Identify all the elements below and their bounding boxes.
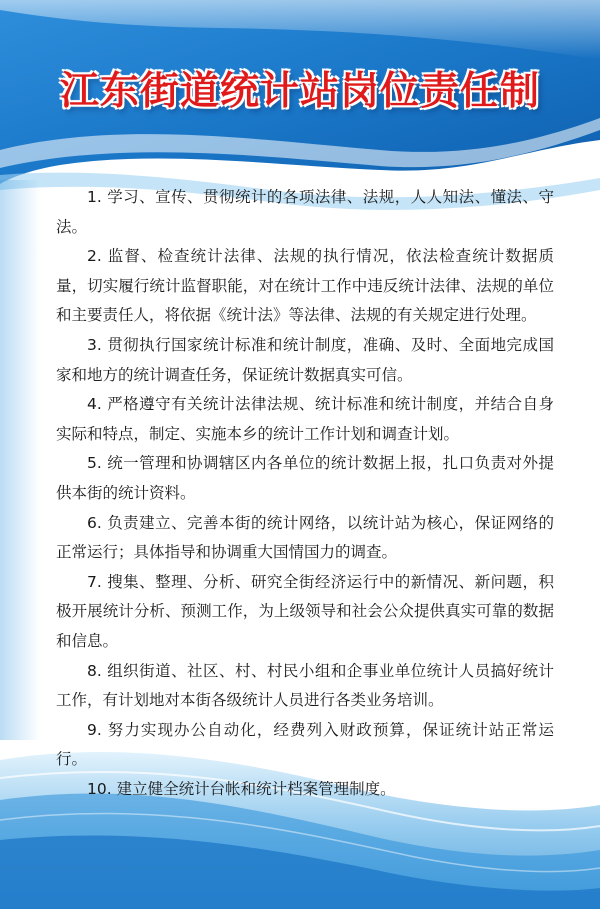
clause-item: 2. 监督、检查统计法律、法规的执行情况，依法检查统计数据质量，切实履行统计监督职能，对在统计工作中违反统计法律、法规的单位和主要责任人，将依据《统计法》等法律、法规的有关规定进行处理。 <box>56 247 554 325</box>
clause-item: 8. 组织街道、社区、村、村民小组和企事业单位统计人员搞好统计工作，有计划地对本街各级统计人员进行各类业务培训。 <box>56 661 554 710</box>
page-title: 江东街道统计站岗位责任制 <box>59 69 540 114</box>
clause-item: 10. 建立健全统计台帐和统计档案管理制度。 <box>87 779 396 798</box>
clause-item: 9. 努力实现办公自动化，经费列入财政预算，保证统计站正常运行。 <box>56 720 554 769</box>
clause-item: 7. 搜集、整理、分析、研究全街经济运行中的新情况、新问题，积极开展统计分析、预测工作，为上级领导和社会公众提供真实可靠的数据和信息。 <box>56 572 554 650</box>
clause-item: 6. 负责建立、完善本街的统计网络，以统计站为核心，保证网络的正常运行；具体指导和协调重大国情国力的调查。 <box>56 513 554 562</box>
clause-item: 1. 学习、宣传、贯彻统计的各项法律、法规，人人知法、懂法、守法。 <box>56 188 554 236</box>
clause-item: 5. 统一管理和协调辖区内各单位的统计数据上报，扎口负责对外提供本街的统计资料。 <box>56 454 554 502</box>
clause-item: 3. 贯彻执行国家统计标准和统计制度，准确、及时、全面地完成国家和地方的统计调查任务，保证统计数据真实可信。 <box>56 335 554 384</box>
clause-item: 4. 严格遵守有关统计法律法规、统计标准和统计制度，并结合自身实际和特点，制定、实施本乡的统计工作计划和调查计划。 <box>56 395 554 443</box>
clause-list <box>56 183 554 804</box>
